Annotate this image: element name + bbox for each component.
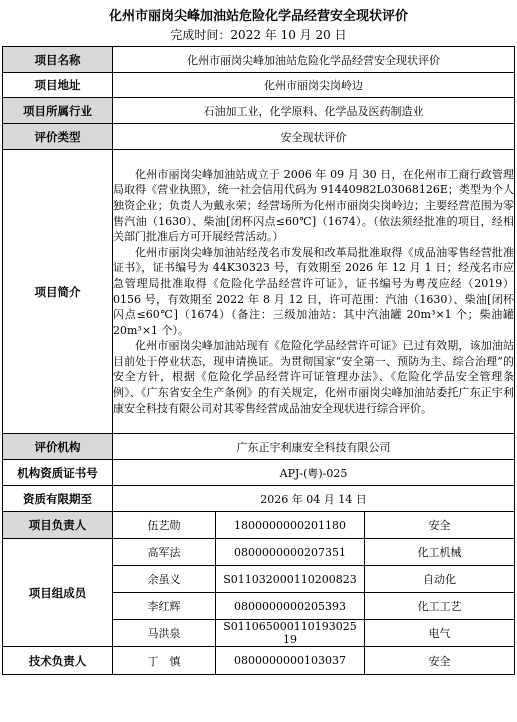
row-cert-no — [3, 460, 515, 486]
eval-type-value: 安全现状评价 — [113, 124, 515, 150]
cert-no-label: 机构资质证书号 — [3, 460, 113, 486]
member-cert: 0800000000205393 — [216, 593, 365, 620]
row-intro — [3, 150, 515, 434]
industry-label: 项目所属行业 — [3, 98, 113, 124]
project-address-value: 化州市丽岗尖岗岭边 — [113, 73, 515, 98]
leader-name: 伍艺勋 — [113, 512, 216, 539]
member-major: 自动化 — [365, 566, 515, 593]
eval-type-label: 评价类型 — [3, 124, 113, 150]
tech-leader-major: 安全 — [365, 647, 515, 675]
cert-no-value: APJ-(粤)-025 — [113, 460, 515, 486]
intro-paragraph: 化州市丽岗尖峰加油站成立于 2006 年 09 月 30 日，在化州市工商行政管理局取得《营业执照》，统一社会信用代码为 91440982L03068126E；类型为个人独资企业；负责人为戴永荣；经营场所为化州市丽岗尖岗岭边；主要经营范围为零售汽油（1630）、柴油[闭杯闪点≤60℃]（1674）。（依法须经批准的项目，经相关部门批准后方可开展经营活动。） — [113, 167, 515, 244]
agency-label: 评价机构 — [3, 434, 113, 460]
row-industry — [3, 98, 515, 124]
document-title: 化州市丽岗尖峰加油站危险化学品经营安全现状评价 — [108, 9, 408, 24]
row-agency — [3, 434, 515, 460]
project-name-value: 化州市丽岗尖峰加油站危险化学品经营安全现状评价 — [113, 47, 515, 73]
leader-label: 项目负责人 — [3, 512, 113, 539]
industry-value: 石油加工业，化学原料、化学品及医药制造业 — [113, 98, 515, 124]
row-tech-leader — [3, 647, 515, 675]
member-cert: 0800000000207351 — [216, 539, 365, 566]
row-leader — [3, 512, 515, 539]
intro-paragraph: 化州市丽岗尖峰加油站现有《危险化学品经营许可证》已过有效期，该加油站目前处于停业状态，现申请换证。为贯彻国家“安全第一、预防为主、综合治理”的安全方针，根据《危险化学品经营许可证管理办法》、《危险化学品安全管理条例》、《广东省安全生产条例》的有关规定，化州市丽岗尖峰加油站委托广东正宇利康安全科技有限公司对其零售经营成品油安全现状进行综合评价。 — [113, 339, 515, 415]
member-cert: S011065000110193025 19 — [216, 620, 365, 647]
row-eval-type — [3, 124, 515, 150]
member-major: 电气 — [365, 620, 515, 647]
members-label: 项目组成员 — [3, 539, 113, 647]
member-name: 余虽义 — [113, 566, 216, 593]
valid-until-value: 2026 年 04 月 14 日 — [113, 486, 515, 512]
valid-until-label: 资质有限期至 — [3, 486, 113, 512]
completion-date: 完成时间：2022 年 10 月 20 日 — [170, 28, 347, 42]
agency-value: 广东正宇利康安全科技有限公司 — [113, 434, 515, 460]
row-project-address — [3, 73, 515, 98]
member-name: 马洪泉 — [113, 620, 216, 647]
table-row — [3, 539, 515, 566]
intro-label: 项目简介 — [3, 150, 113, 434]
member-cert: S011032000110200823 — [216, 566, 365, 593]
leader-cert: 1800000000201180 — [216, 512, 365, 539]
member-major: 化工机械 — [365, 539, 515, 566]
row-project-name — [3, 47, 515, 73]
member-name: 李红辉 — [113, 593, 216, 620]
member-name: 高军法 — [113, 539, 216, 566]
leader-major: 安全 — [365, 512, 515, 539]
intro-paragraph: 化州市丽岗尖峰加油站经茂名市发展和改革局批准取得《成品油零售经营批准证书》，证书编号为 44K30323 号，有效期至 2026 年 12 月 1 日；经茂名市应急管理局批准取得《危险化学品经营许可证》，证书编号为粤茂应经（2019）0156 号，有效期至 2022 年 8 月 12 日，许可范围：汽油（1630）、柴油[闭杯闪点≤60℃]（1674）（备注：三级加油站：其中汽油罐 20m³×1 个；柴油罐 20m³×1 个）。 — [113, 245, 515, 337]
project-name-label: 项目名称 — [3, 47, 113, 73]
tech-leader-cert: 0800000000103037 — [216, 647, 365, 675]
project-address-label: 项目地址 — [3, 73, 113, 98]
member-major: 化工工艺 — [365, 593, 515, 620]
intro-text — [113, 150, 515, 434]
evaluation-info-table — [2, 46, 515, 675]
tech-leader-label: 技术负责人 — [3, 647, 113, 675]
tech-leader-name: 丁 慎 — [113, 647, 216, 675]
row-valid-until — [3, 486, 515, 512]
